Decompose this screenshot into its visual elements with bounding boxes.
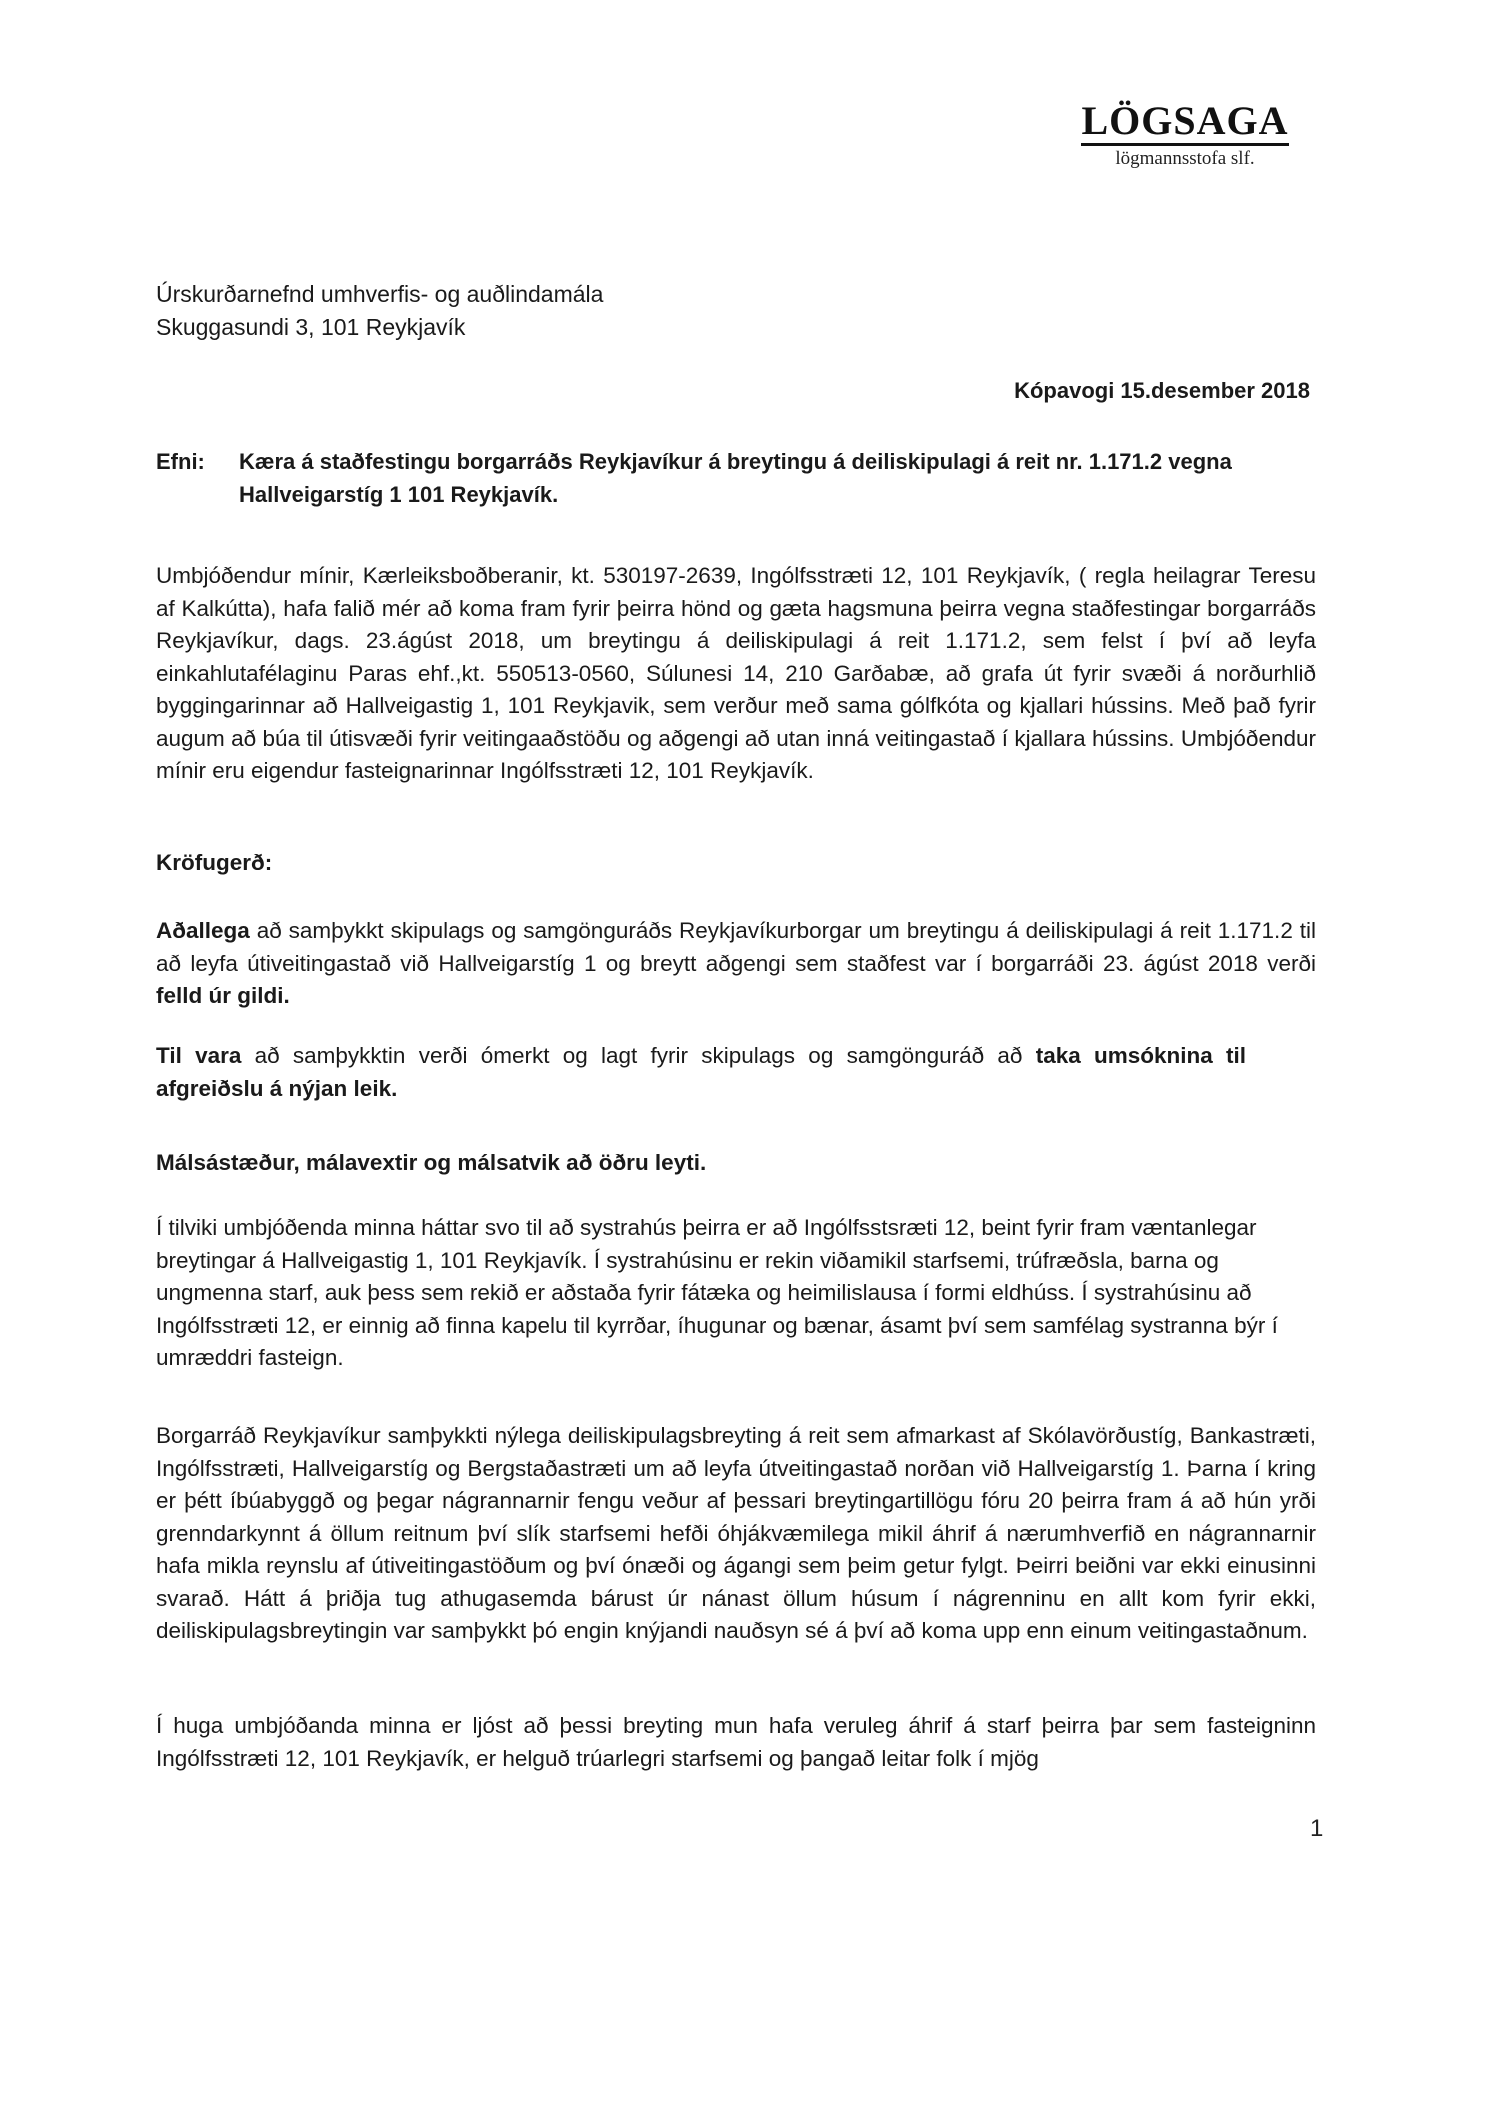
firm-subtitle: lögmannsstofa slf. <box>1115 148 1255 169</box>
primary-claim-paragraph <box>156 915 1316 1013</box>
firm-name: LÖGSAGA <box>1081 100 1288 146</box>
primary-claim-tail: felld úr gildi. <box>156 983 290 1008</box>
subject-label: Efni: <box>156 449 205 474</box>
letterhead-logo <box>1060 100 1310 170</box>
subject-line <box>156 445 1326 511</box>
primary-claim-lead: Aðallega <box>156 918 250 943</box>
facts-paragraph-2: Borgarráð Reykjavíkur samþykkti nýlega deiliskipulagsbreyting á reit sem afmarkast af Skólavörðustíg, Bankastræti, Ingólfsstræti, Hallveigarstíg og Bergstaðastræti um að leyfa útveitingastað norðan við Hallveigarstíg 1. Þarna í kring er þétt íbúabyggð og þegar nágrannarnir fengu veður af þessari breytingartillögu fóru 20 þeirra fram á að hún yrði grenndarkynnt á öllum reitnum því slík starfsemi hefði óhjákvæmilega mikil áhrif á nærumhverfið en nágrannarnir hafa mikla reynslu af útiveitingastöðum og því ónæði og ágangi sem þeim getur fylgt. Þeirri beiðni var ekki einusinni svarað. Hátt á þriðja tug athugasemda bárust úr nánast öllum húsum í nágrenninu en allt kom fyrir ekki, deiliskipulagsbreytingin var samþykkt þó engin knýjandi nauðsyn sé á því að koma upp enn einum veitingastaðnum. <box>156 1423 1316 1643</box>
facts-paragraph-3: Í huga umbjóðanda minna er ljóst að þessi breyting mun hafa veruleg áhrif á starf þeirra þar sem fasteigninn Ingólfsstræti 12, 101 Reykjavík, er helguð trúarlegri starfsemi og þangað leitar folk í mjög <box>156 1713 1316 1771</box>
subject-text: Kæra á staðfestingu borgarráðs Reykjavíkur á breytingu á deiliskipulagi á reit nr. 1.171.2 vegna Hallveigarstíg 1 101 Reykjavík. <box>239 449 1232 507</box>
alternative-claim-text: að samþykktin verði ómerkt og lagt fyrir skipulags og samgönguráð að <box>241 1043 1036 1068</box>
recipient-name: Úrskurðarnefnd umhverfis- og auðlindamála <box>156 281 604 307</box>
intro-paragraph: Umbjóðendur mínir, Kærleiksboðberanir, kt. 530197-2639, Ingólfsstræti 12, 101 Reykjavík, ( regla heilagrar Teresu af Kalkútta), hafa falið mér að koma fram fyrir þeirra hönd og gæta hagsmuna þeirra vegna staðfestingar borgarráðs Reykjavíkur, dags. 23.ágúst 2018, um breytingu á deiliskipulagi á reit 1.171.2, sem felst í því að leyfa einkahlutafélaginu Paras ehf.,kt. 550513-0560, Súlunesi 14, 210 Garðabæ, að grafa út fyrir svæði á norðurhlið byggingarinnar að Hallveigastig 1, 101 Reykjavik, sem verður með sama gólfkóta og kjallari hússins. Með það fyrir augum að búa til útisvæði fyrir veitingaaðstöðu og aðgengi að utan inná veitingastað í kjallara hússins. Umbjóðendur mínir eru eigendur fasteignarinnar Ingólfsstræti 12, 101 Reykjavík. <box>156 563 1316 783</box>
facts-paragraph-1: Í tilviki umbjóðenda minna háttar svo til að systrahús þeirra er að Ingólfsstsræti 12, beint fyrir fram væntanlegar breytingar á Hallveigastig 1, 101 Reykjavík. Í systrahúsinu er rekin viðamikil starfsemi, trúfræðsla, barna og ungmenna starf, auk þess sem rekið er aðstaða fyrir fátæka og heimilislausa í formi eldhúss. Í systrahúsinu að Ingólfsstræti 12, er einnig að finna kapelu til kyrrðar, íhugunar og bænar, ásamt því sem samfélag systranna býr í umræddri fasteign. <box>156 1215 1278 1370</box>
primary-claim-text: að samþykkt skipulags og samgönguráðs Reykjavíkurborgar um breytingu á deiliskipulagi á reit 1.171.2 til að leyfa útiveitingastað við Hallveigarstíg 1 og breytt aðgengi sem staðfest var í borgarráði 23. ágúst 2018 verði <box>156 918 1316 976</box>
alternative-claim-lead: Til vara <box>156 1043 242 1068</box>
claims-heading: Kröfugerð: <box>156 850 273 875</box>
facts-heading: Málsástæður, málavextir og málsatvik að öðru leyti. <box>156 1150 707 1175</box>
alternative-claim-tail: taka umsóknina til afgreiðslu á nýjan leik. <box>156 1043 1247 1101</box>
recipient-address <box>156 278 603 344</box>
alternative-claim-paragraph <box>156 1040 1246 1105</box>
recipient-street: Skuggasundi 3, 101 Reykjavík <box>156 314 466 340</box>
page-number: 1 <box>1310 1815 1324 1842</box>
place-and-date: Kópavogi 15.desember 2018 <box>1014 378 1310 403</box>
